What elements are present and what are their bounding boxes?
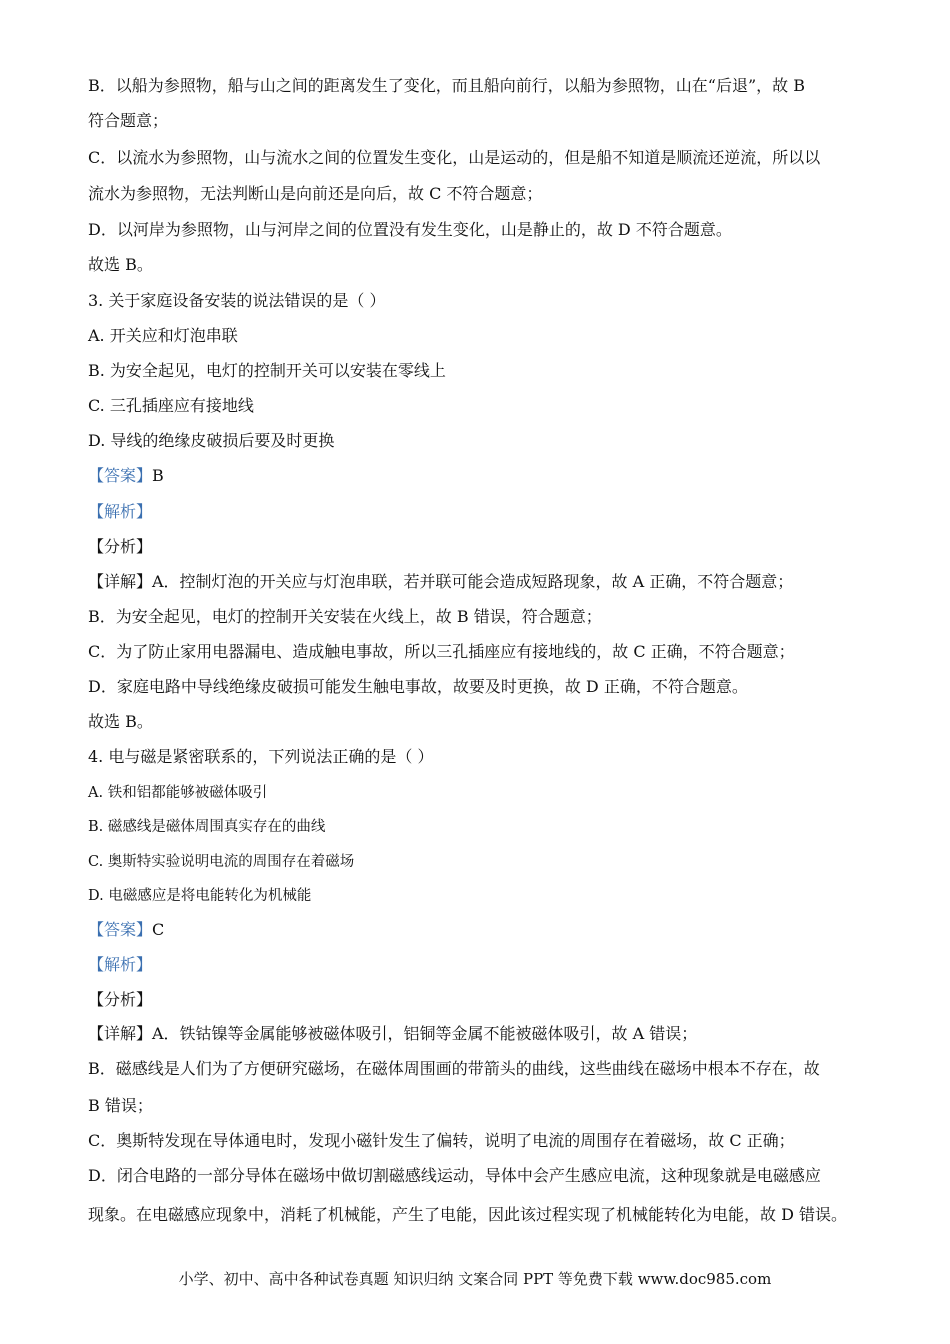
answer-line xyxy=(88,920,890,940)
analysis-tag: 【解析】 xyxy=(88,955,153,974)
text-line: 【详解】A．铁钴镍等金属能够被磁体吸引，铝铜等金属不能被磁体吸引，故 A 错误； xyxy=(88,1024,698,1043)
option-b: B. 为安全起见，电灯的控制开关可以安装在零线上 xyxy=(88,361,446,380)
text-line: C．为了防止家用电器漏电、造成触电事故，所以三孔插座应有接地线的，故 C 正确，不符合题意； xyxy=(88,642,795,661)
text-line: 符合题意； xyxy=(88,111,169,130)
text-line: C．以流水为参照物，山与流水之间的位置发生变化，山是运动的，但是船不知道是顺流还逆流，所以以 xyxy=(88,148,821,167)
page-footer[interactable]: 小学、初中、高中各种试卷真题 知识归纳 文案合同 PPT 等免费下载 www.doc985.com xyxy=(178,1270,772,1288)
answer-value: C xyxy=(152,920,165,939)
text-line: 【分析】 xyxy=(88,990,153,1009)
answer-line xyxy=(88,466,890,486)
text-line: B．为安全起见，电灯的控制开关安装在火线上，故 B 错误，符合题意； xyxy=(88,607,602,626)
analysis-line xyxy=(88,502,890,522)
text-line: 故选 B。 xyxy=(88,255,153,274)
text-line: B．磁感线是人们为了方便研究磁场，在磁体周围画的带箭头的曲线，这些曲线在磁场中根本不存在，故 xyxy=(88,1059,820,1078)
question-title: 4. 电与磁是紧密联系的，下列说法正确的是（ ） xyxy=(88,747,434,766)
text-line: D．以河岸为参照物，山与河岸之间的位置没有发生变化，山是静止的，故 D 不符合题意。 xyxy=(88,220,732,239)
option-a: A. 铁和铝都能够被磁体吸引 xyxy=(88,785,268,801)
text-line: B．以船为参照物，船与山之间的距离发生了变化，而且船向前行，以船为参照物，山在“后退”，故 B xyxy=(88,76,805,95)
option-a: A. 开关应和灯泡串联 xyxy=(88,326,238,345)
text-line: 【详解】A．控制灯泡的开关应与灯泡串联，若并联可能会造成短路现象，故 A 正确，不符合题意； xyxy=(88,572,794,591)
option-b: B. 磁感线是磁体周围真实存在的曲线 xyxy=(88,819,326,835)
text-line: 流水为参照物，无法判断山是向前还是向后，故 C 不符合题意； xyxy=(88,184,543,203)
option-d: D. 电磁感应是将电能转化为机械能 xyxy=(88,888,312,904)
answer-tag: 【答案】 xyxy=(88,466,153,485)
text-line: B 错误； xyxy=(88,1096,153,1115)
text-line: D．家庭电路中导线绝缘皮破损可能发生触电事故，故要及时更换，故 D 正确，不符合题意。 xyxy=(88,677,748,696)
text-line: 【分析】 xyxy=(88,537,153,556)
text-line: 现象。在电磁感应现象中，消耗了机械能，产生了电能，因此该过程实现了机械能转化为电能，故 D 错误。 xyxy=(88,1205,848,1224)
answer-value: B xyxy=(152,466,164,485)
text-line: C．奥斯特发现在导体通电时，发现小磁针发生了偏转，说明了电流的周围存在着磁场，故 C 正确； xyxy=(88,1131,795,1150)
option-c: C. 奥斯特实验说明电流的周围存在着磁场 xyxy=(88,854,355,870)
text-line: 故选 B。 xyxy=(88,712,153,731)
analysis-tag: 【解析】 xyxy=(88,502,153,521)
option-c: C. 三孔插座应有接地线 xyxy=(88,396,254,415)
question-title: 3. 关于家庭设备安装的说法错误的是（ ） xyxy=(88,291,386,310)
option-d: D. 导线的绝缘皮破损后要及时更换 xyxy=(88,431,335,450)
answer-tag: 【答案】 xyxy=(88,920,153,939)
text-line: D．闭合电路的一部分导体在磁场中做切割磁感线运动，导体中会产生感应电流，这种现象就是电磁感应 xyxy=(88,1166,821,1185)
analysis-line xyxy=(88,955,890,975)
